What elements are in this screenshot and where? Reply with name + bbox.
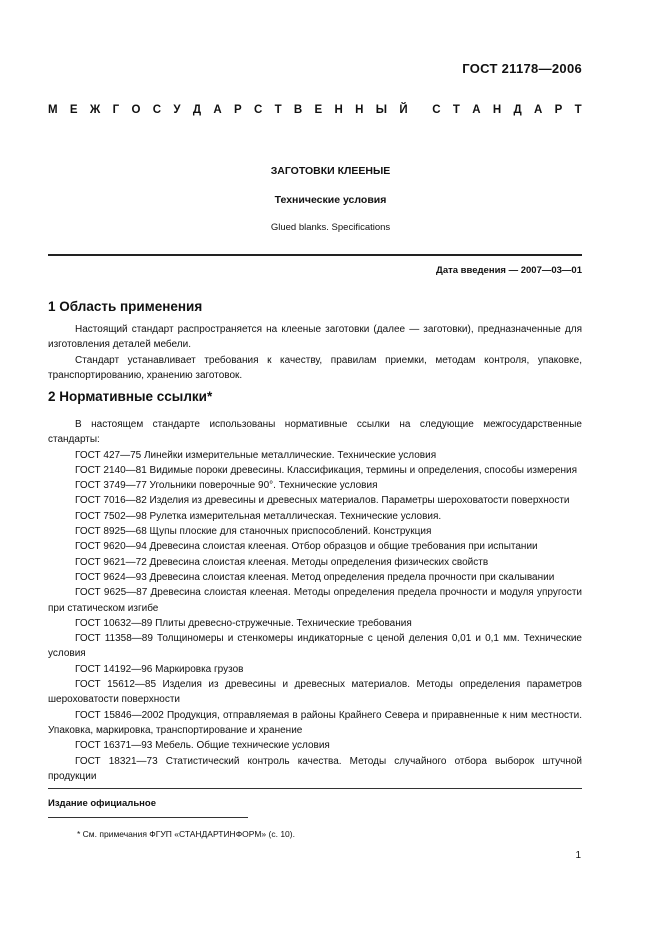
reference-item: ГОСТ 3749—77 Угольники поверочные 90°. Технические условия (75, 480, 378, 492)
reference-item: ГОСТ 427—75 Линейки измерительные металлические. Технические условия (75, 449, 437, 461)
gost-code: ГОСТ 21178—2006 (462, 61, 582, 76)
reference-item: ГОСТ 9625—87 Древесина слоистая клееная. Методы определения предела прочности и модуля упругости при статическом изгибе (48, 587, 582, 614)
reference-item: ГОСТ 15846—2002 Продукция, отправляемая в районы Крайнего Севера и приравненные к ним местности. Упаковка, маркировка, транспортирование и хранение (48, 709, 582, 736)
section-1-body (48, 322, 582, 383)
banner-letter: У (173, 104, 181, 116)
reference-item: ГОСТ 10632—89 Плиты древесно-стружечные. Технические требования (75, 617, 412, 629)
title-divider (48, 254, 582, 256)
official-edition-divider (48, 788, 582, 789)
banner-letter: М (48, 104, 58, 116)
banner-letter: А (213, 104, 222, 116)
english-title: Glued blanks. Specifications (270, 222, 391, 233)
banner-letter: Т (274, 104, 282, 116)
interstate-standard-banner (48, 104, 582, 116)
reference-item: ГОСТ 8925—68 Щупы плоские для станочных приспособлений. Конструкция (75, 526, 432, 538)
banner-letter: Ж (89, 104, 101, 116)
banner-letter: Е (314, 104, 323, 116)
banner-letter: А (472, 104, 481, 116)
banner-letter: С (253, 104, 263, 116)
effective-date: Дата введения — 2007—03—01 (436, 265, 582, 276)
section-1-heading: 1 Область применения (48, 299, 203, 314)
reference-item: ГОСТ 15612—85 Изделия из древесины и древесных материалов. Методы определения параметров шероховатости поверхности (48, 679, 582, 706)
reference-item: ГОСТ 7502—98 Рулетка измерительная металлическая. Технические условия. (75, 510, 442, 522)
reference-item: ГОСТ 18321—73 Статистический контроль качества. Методы случайного отбора выборок штучной продукции (48, 755, 582, 782)
banner-letter: Д (513, 104, 522, 116)
references-intro: В настоящем стандарте использованы нормативные ссылки на следующие межгосударственные стандарты: (48, 419, 582, 446)
reference-item: ГОСТ 7016—82 Изделия из древесины и древесных материалов. Параметры шероховатости поверхности (75, 495, 570, 507)
banner-letter: В (293, 104, 303, 116)
reference-item: ГОСТ 9624—93 Древесина слоистая клееная. Метод определения предела прочности при скалывании (75, 571, 555, 583)
banner-letter: Ы (375, 104, 388, 116)
banner-letter: Г (112, 104, 120, 116)
paragraph: Настоящий стандарт распространяется на клееные заготовки (далее — заготовки), предназначенные для изготовления деталей мебели. (48, 324, 582, 351)
banner-letter: Р (554, 104, 563, 116)
banner-letter: Р (233, 104, 242, 116)
banner-letter: С (152, 104, 162, 116)
banner-letter: А (533, 104, 543, 116)
document-title: ЗАГОТОВКИ КЛЕЕНЫЕ (270, 165, 391, 177)
banner-letter: Н (355, 104, 364, 116)
banner-letter: Н (492, 104, 502, 116)
footnote: * См. примечания ФГУП «СТАНДАРТИНФОРМ» (с. 10). (77, 829, 295, 839)
reference-item: ГОСТ 11358—89 Толщиномеры и стенкомеры индикаторные с ценой деления 0,01 и 0,1 мм. Технические условия (48, 633, 582, 660)
banner-letter: Й (399, 104, 408, 116)
banner-letter: Н (334, 104, 343, 116)
banner-letter: Д (192, 104, 202, 116)
reference-item: ГОСТ 9620—94 Древесина слоистая клееная. Отбор образцов и общие требования при испытании (75, 541, 538, 553)
reference-item: ГОСТ 16371—93 Мебель. Общие технические условия (75, 740, 330, 752)
section-2-heading: 2 Нормативные ссылки* (48, 389, 213, 404)
reference-item: ГОСТ 9621—72 Древесина слоистая клееная. Методы определения физических свойств (75, 556, 489, 568)
page-number: 1 (575, 850, 581, 861)
reference-item: ГОСТ 2140—81 Видимые пороки древесины. Классификация, термины и определения, способы измерения (75, 464, 578, 476)
banner-letter: Е (69, 104, 78, 116)
banner-letter: Т (452, 104, 460, 116)
banner-letter: С (432, 104, 441, 116)
section-2-body (48, 417, 582, 784)
banner-letter: Т (574, 104, 582, 116)
footnote-divider (48, 817, 248, 818)
official-edition-label: Издание официальное (48, 798, 156, 809)
banner-letter: О (131, 104, 141, 116)
reference-item: ГОСТ 14192—96 Маркировка грузов (75, 663, 244, 675)
paragraph: Стандарт устанавливает требования к качеству, правилам приемки, методам контроля, упаковке, транспортированию, хранению заготовок. (48, 354, 582, 381)
document-subtitle: Технические условия (274, 194, 387, 206)
